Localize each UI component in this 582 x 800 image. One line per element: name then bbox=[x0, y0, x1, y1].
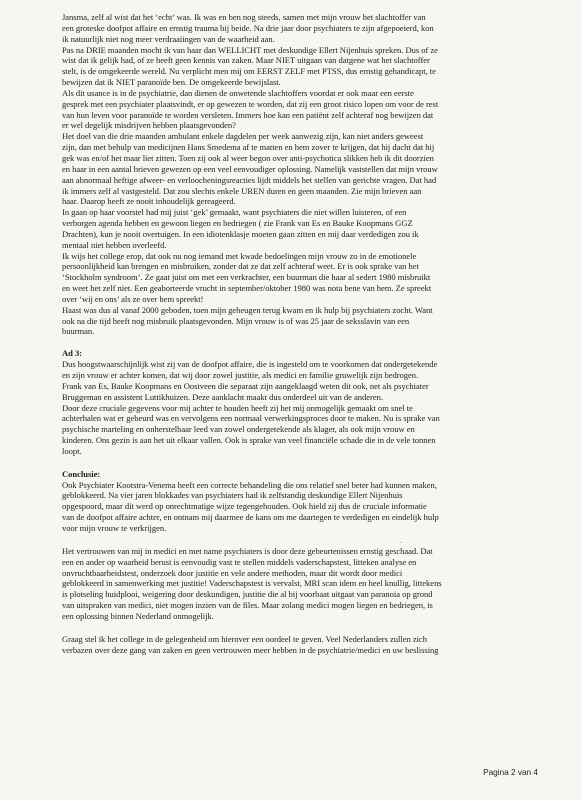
body-section-trust bbox=[62, 546, 530, 622]
text-line: er wel degelijk misdrijven hebben plaatsgevonden? bbox=[62, 120, 236, 131]
text-line: een groteske doofpot affaire en ernstig trauma bij beide. Na drie jaar door psychiaters te zijn afgepoeierd, kon bbox=[62, 22, 434, 33]
text-line: stelt, is de omgekeerde wereld. Nu verplicht men mij om EERST ZELF met PTSS, dus ernstig gehandicapt, te bbox=[62, 66, 436, 77]
text-line: en weet het zelf niet. Een geaborteerde vrucht in september/oktober 1980 was nota bene van hem. Ze spreekt bbox=[62, 283, 432, 294]
text-line: loopt. bbox=[62, 445, 82, 456]
text-line: Dus hoogstwaarschijnlijk wist zij van de doofpot affaire, die is ingesteld om te voorkomen dat ondergetekende bbox=[62, 359, 438, 370]
text-line: Drachten), kun je nooit overtuigen. In een idiotenklasje moeten gaan zitten en mij daar verdedigen zou ik bbox=[62, 228, 419, 239]
text-line: onvruchtbaarheidstest, onderzoek door justitie en vele andere methoden, maar dit wordt door medici bbox=[62, 567, 403, 578]
text-line: Frank van Es, Bauke Koopmans en Oostveen die separaat zijn aangeklaagd weten dit ook, net als psychiater bbox=[62, 380, 429, 391]
text-line: verborgen agenda hebben en gewoon liegen en bedriegen ( zie Frank van Es en Bauke Koopmans GGZ bbox=[62, 218, 413, 229]
text-line: en zijn vrouw er achter komen, dat wij door zowel justitie, als medici en familie gruwelijk zijn bedrogen. bbox=[62, 370, 419, 380]
body-section-closing bbox=[62, 634, 530, 656]
text-line: Het doel van die drie maanden ambulant enkele dagdelen per week aanwezig zijn, kan niet anders geweest bbox=[62, 131, 424, 142]
text-line: voor mijn vrouw te verkrijgen. bbox=[62, 522, 167, 533]
text-line: een oplossing binnen Nederland onmogelijk. bbox=[62, 610, 214, 621]
page-number: Pagina 2 van 4 bbox=[483, 767, 538, 778]
text-line: Ik wijs het college erop, dat ook nu nog iemand met kwade bedoelingen mijn vrouw zo in de emotionele bbox=[62, 250, 417, 261]
text-line: van hun leven voor paranoïde te worden versleten. Immers hoe kan een patiënt zelf achteraf nog bewijzen dat bbox=[62, 109, 434, 120]
text-line: haar. Daarop heeft ze nooit inhoudelijk gereageerd. bbox=[62, 196, 236, 207]
text-line: ik immers zelf al vastgesteld. Dat zou slechts enkele UREN duren en geen maanden. Zie mijn brieven aan bbox=[62, 185, 422, 196]
text-line: persoonlijkheid kan brengen en misbruiken, zonder dat ze dat zelf achteraf weet. Er is ook sprake van het bbox=[62, 261, 419, 272]
text-line: mentaal niet hebben overleefd. bbox=[62, 239, 167, 250]
text-line: In gaan op haar voorstel had mij juist ‘gek’ gemaakt, want psychiaters die niet willen luisteren, of een bbox=[62, 207, 407, 218]
text-line: Het vertrouwen van mij in medici en met name psychiaters is door deze gebeurtenissen ernstig geschaad. Dat bbox=[62, 545, 433, 556]
text-line: bewijzen dat ik NIET paranoïde ben. De omgekeerde bewijslast. bbox=[62, 77, 281, 88]
text-line: achterhalen wat er gebeurd was en vervolgens een normaal verwerkingsproces door te maken. Nu is sprake van bbox=[62, 413, 440, 424]
text-line: een en ander op waarheid berust is eenvoudig vast te stellen middels vaderschapstest, litteken analyse en bbox=[62, 556, 417, 567]
body-section-intro bbox=[62, 12, 530, 337]
text-line: Graag stel ik het college in de gelegenheid om hierover een oordeel te geven. Veel Nederlanders zullen zich bbox=[62, 633, 427, 644]
body-section-conclusie bbox=[62, 480, 530, 534]
text-line: gesprek met een psychiater plaatsvindt, er op gewezen te worden, dat zij een groot risico lopen om voor de rest bbox=[62, 98, 439, 109]
text-line: ‘Stockholm syndroom’. Ze gaat juist om met een verkrachter, een buurman die haar al sedert 1980 misbruikt bbox=[62, 272, 431, 283]
text-line: van de doofpot affaire achter, en ontnam mij daarmee de kans om me daartegen te verdedigen en eindelijk hulp bbox=[62, 512, 439, 523]
text-line: Pas na DRIE maanden mocht ik van haar dan WELLICHT met deskundige Ellert Nijenhuis spreken. Dus of ze bbox=[62, 44, 438, 55]
text-line: kinderen. Ons gezin is aan het uit elkaar vallen. Ook is sprake van veel financiële schade die in de vele tonnen bbox=[62, 435, 436, 446]
text-line: wist dat ik gelijk had, of ze heeft geen kennis van zaken. Maar NIET uitgaan van datgene wat het slachtoffer bbox=[62, 55, 430, 66]
text-line: is plotseling huidplooi, weigering door deskundigen, justitie die al bij voorbaat uitgaat van paranoia op grond bbox=[62, 589, 433, 600]
text-line: opgespoord, maar dit werd op onrechtmatige wijze tegengehouden. Ook hield zij dus de cruciale informatie bbox=[62, 501, 427, 512]
body-section-ad3 bbox=[62, 359, 530, 457]
section-heading-ad3: Ad 3: bbox=[62, 348, 83, 359]
text-line: en haar in een aantal brieven gewezen op een veel eenvoudiger oplossing. Namelijk vaststellen dat mijn vrouw bbox=[62, 163, 438, 174]
text-line: over ‘wij en ons’ als ze over hem spreekt! bbox=[62, 293, 204, 304]
section-heading-conclusie: Conclusie: bbox=[62, 468, 101, 479]
text-line: Door deze cruciale gegevens voor mij achter te houden heeft zij het mij onmogelijk gemaakt om snel te bbox=[62, 402, 413, 413]
text-line: ook na die tijd heeft nog misbruik plaatsgevonden. Mijn vrouw is of was 25 jaar de seksslavin van een bbox=[62, 315, 410, 326]
text-line: gek was en/of het maar liet zitten. Toen zij ook al weer begon over anti-psychotica slikken heb ik dit doorzien bbox=[62, 152, 434, 163]
text-line: zijn, dan met behulp van medicijnen Hans Smedema af te matten en hem zover te krijgen, dat hij dacht dat hij bbox=[62, 142, 435, 153]
text-line: ik natuurlijk niet nog meer verdraaiingen van de waarheid aan. bbox=[62, 33, 275, 44]
text-line: geblokkeerd. Na vier jaren blokkades van psychiaters had ik zelfstandig deskundige Ellert Nijenhuis bbox=[62, 490, 403, 501]
text-line: aan abnormaal heftige afweer- en verloocheningsreacties lijdt middels het stellen van gerichte vragen. Dat had bbox=[62, 174, 437, 185]
text-line: geblokkeerd in samenwerking met justitie! Vaderschapstest is vervalst, MRI scan idem en heel knullig, littekens bbox=[62, 578, 442, 589]
text-line: Bruggeman en assistent Luttikhuizen. Deze aanklacht maakt dus onderdeel uit van de anderen. bbox=[62, 391, 383, 402]
scan-speck: · bbox=[400, 539, 403, 547]
text-line: van uitspraken van medici, niet mogen inzien van de files. Maar zolang medici mogen liegen en bedriegen, is bbox=[62, 600, 433, 611]
text-line: verbazen over deze gang van zaken en geen vertrouwen meer hebben in de psychiatrie/medici en uw beslissing bbox=[62, 644, 439, 655]
text-line: psychische marteling en onherstelbaar leed van zowel ondergetekende als klager, als ook mijn vrouw en bbox=[62, 424, 415, 435]
text-line: Jansma, zelf al wist dat het ‘echt’ was. Ik was en ben nog steeds, samen met mijn vrouw het slachtoffer van bbox=[62, 12, 426, 22]
text-line: buurman. bbox=[62, 326, 95, 337]
text-line: Als dit usance is in de psychiatrie, dan dienen de onwetende slachtoffers voordat er ook maar een eerste bbox=[62, 87, 414, 98]
text-line: Haast was dus al vanaf 2000 geboden, toen mijn geheugen terug kwam en ik hulp bij psychiaters zocht. Want bbox=[62, 304, 433, 315]
text-line: Ook Psychiater Kootstra-Venema heeft een correcte behandeling die ons relatief snel beter had kunnen maken, bbox=[62, 479, 437, 490]
